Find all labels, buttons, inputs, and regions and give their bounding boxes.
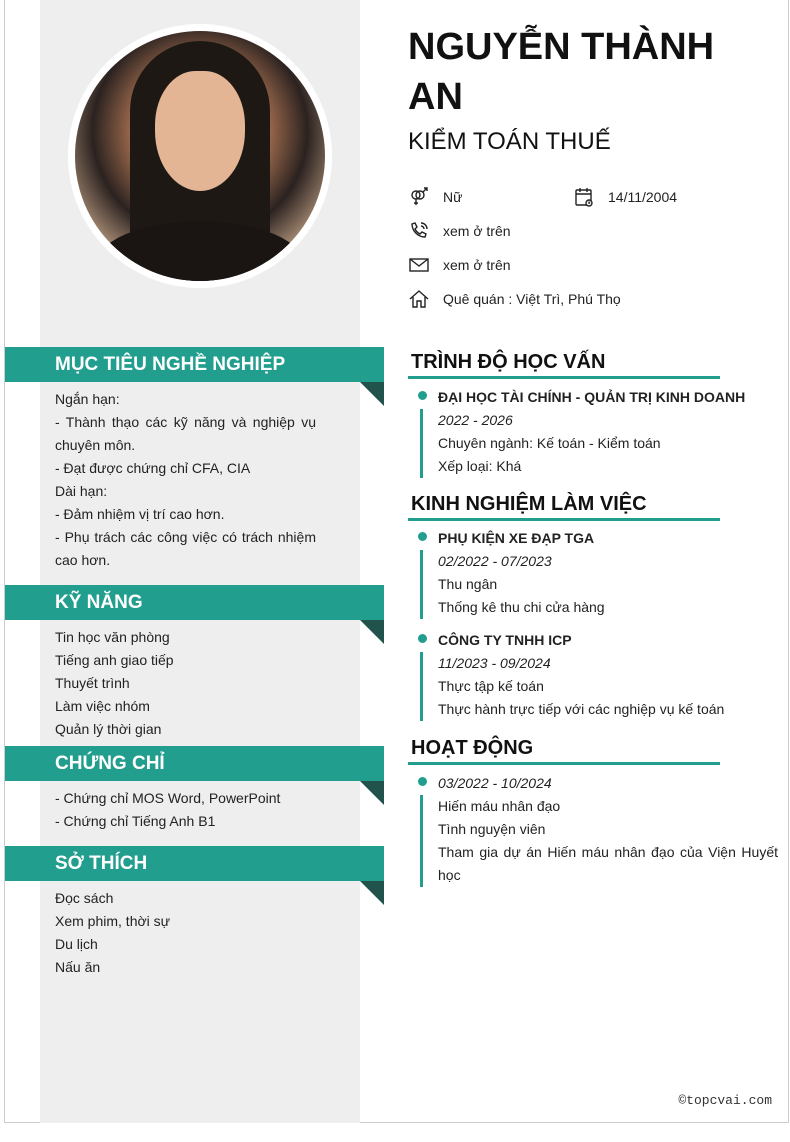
experience-entry	[418, 629, 778, 721]
education-heading: TRÌNH ĐỘ HỌC VẤN	[408, 351, 720, 379]
activity-entry	[418, 772, 778, 887]
period: 2022 - 2026	[438, 412, 513, 428]
hometown-info	[408, 289, 621, 309]
company-name: CÔNG TY TNHH ICP	[438, 632, 572, 648]
fold-decoration	[360, 881, 384, 905]
job-title: KIỂM TOÁN THUẾ	[408, 128, 611, 155]
detail: Tham gia dự án Hiến máu nhân đạo của Viện Huyết học	[438, 844, 778, 883]
certificate-item: - Chứng chỉ MOS Word, PowerPoint	[55, 790, 281, 806]
email-info	[408, 255, 511, 275]
skills-list	[55, 626, 316, 741]
certificates-heading: CHỨNG CHỈ	[5, 746, 384, 781]
envelope-icon	[408, 255, 430, 275]
skills-heading: KỸ NĂNG	[5, 585, 384, 620]
hobbies-heading: SỞ THÍCH	[5, 846, 384, 881]
timeline-bar	[420, 795, 423, 887]
timeline-dot	[418, 634, 427, 643]
period: 11/2023 - 09/2024	[438, 655, 551, 671]
detail: Thực hành trực tiếp với các nghiệp vụ kế toán	[438, 701, 725, 717]
objective-line: Ngắn hạn:	[55, 391, 120, 407]
skill-item: Tin học văn phòng	[55, 629, 170, 645]
period: 02/2022 - 07/2023	[438, 553, 552, 569]
phone-value: xem ở trên	[443, 223, 511, 239]
objective-line: - Phụ trách các công việc có trách nhiệm cao hơn.	[55, 529, 316, 568]
fold-decoration	[360, 382, 384, 406]
timeline-dot	[418, 777, 427, 786]
hobby-item: Đọc sách	[55, 890, 114, 906]
hobby-item: Nấu ăn	[55, 959, 101, 975]
detail: Xếp loại: Khá	[438, 458, 522, 474]
gender-info	[408, 187, 462, 207]
detail: Tình nguyện viên	[438, 821, 546, 837]
activities-heading: HOẠT ĐỘNG	[408, 737, 720, 765]
objective-line: Dài hạn:	[55, 483, 108, 499]
experience-entry	[418, 527, 778, 619]
dob-value: 14/11/2004	[608, 189, 678, 205]
skill-item: Quản lý thời gian	[55, 721, 162, 737]
objective-line: - Thành thạo các kỹ năng và nghiệp vụ chuyên môn.	[55, 414, 316, 453]
timeline-bar	[420, 652, 423, 721]
detail: Thống kê thu chi cửa hàng	[438, 599, 605, 615]
watermark: ©topcvai.com	[678, 1093, 772, 1108]
phone-icon	[408, 221, 430, 241]
objective-heading: MỤC TIÊU NGHỀ NGHIỆP	[5, 347, 384, 382]
calendar-icon	[573, 187, 595, 207]
skill-item: Làm việc nhóm	[55, 698, 150, 714]
objective-line: - Đảm nhiệm vị trí cao hơn.	[55, 506, 225, 522]
timeline-dot	[418, 532, 427, 541]
company-name: PHỤ KIỆN XE ĐẠP TGA	[438, 530, 595, 546]
gender-value: Nữ	[443, 189, 463, 205]
home-icon	[408, 289, 430, 309]
hobbies-list	[55, 887, 316, 979]
hometown-value: Quê quán : Việt Trì, Phú Thọ	[443, 291, 621, 307]
skill-item: Thuyết trình	[55, 675, 130, 691]
detail: Thu ngân	[438, 576, 498, 592]
hobby-item: Xem phim, thời sự	[55, 913, 171, 929]
period: 03/2022 - 10/2024	[438, 775, 552, 791]
detail: Hiến máu nhân đạo	[438, 798, 561, 814]
experience-heading: KINH NGHIỆM LÀM VIỆC	[408, 493, 720, 521]
detail: Thực tập kế toán	[438, 678, 544, 694]
dob-info	[573, 187, 677, 207]
fold-decoration	[360, 620, 384, 644]
gender-icon	[408, 187, 430, 207]
timeline-bar	[420, 409, 423, 478]
skill-item: Tiếng anh giao tiếp	[55, 652, 174, 668]
certificate-item: - Chứng chỉ Tiếng Anh B1	[55, 813, 216, 829]
school-name: ĐẠI HỌC TÀI CHÍNH - QUẢN TRỊ KINH DOANH	[438, 389, 746, 405]
phone-info	[408, 221, 511, 241]
hobby-item: Du lịch	[55, 936, 98, 952]
certificates-list	[55, 787, 316, 833]
fold-decoration	[360, 781, 384, 805]
timeline-dot	[418, 391, 427, 400]
timeline-bar	[420, 550, 423, 619]
email-value: xem ở trên	[443, 257, 511, 273]
objective-line: - Đạt được chứng chỉ CFA, CIA	[55, 460, 251, 476]
full-name: NGUYỄN THÀNH AN	[408, 26, 715, 118]
avatar	[68, 24, 332, 288]
objective-text	[55, 388, 316, 572]
education-entry	[418, 386, 778, 478]
detail: Chuyên ngành: Kế toán - Kiểm toán	[438, 435, 661, 451]
